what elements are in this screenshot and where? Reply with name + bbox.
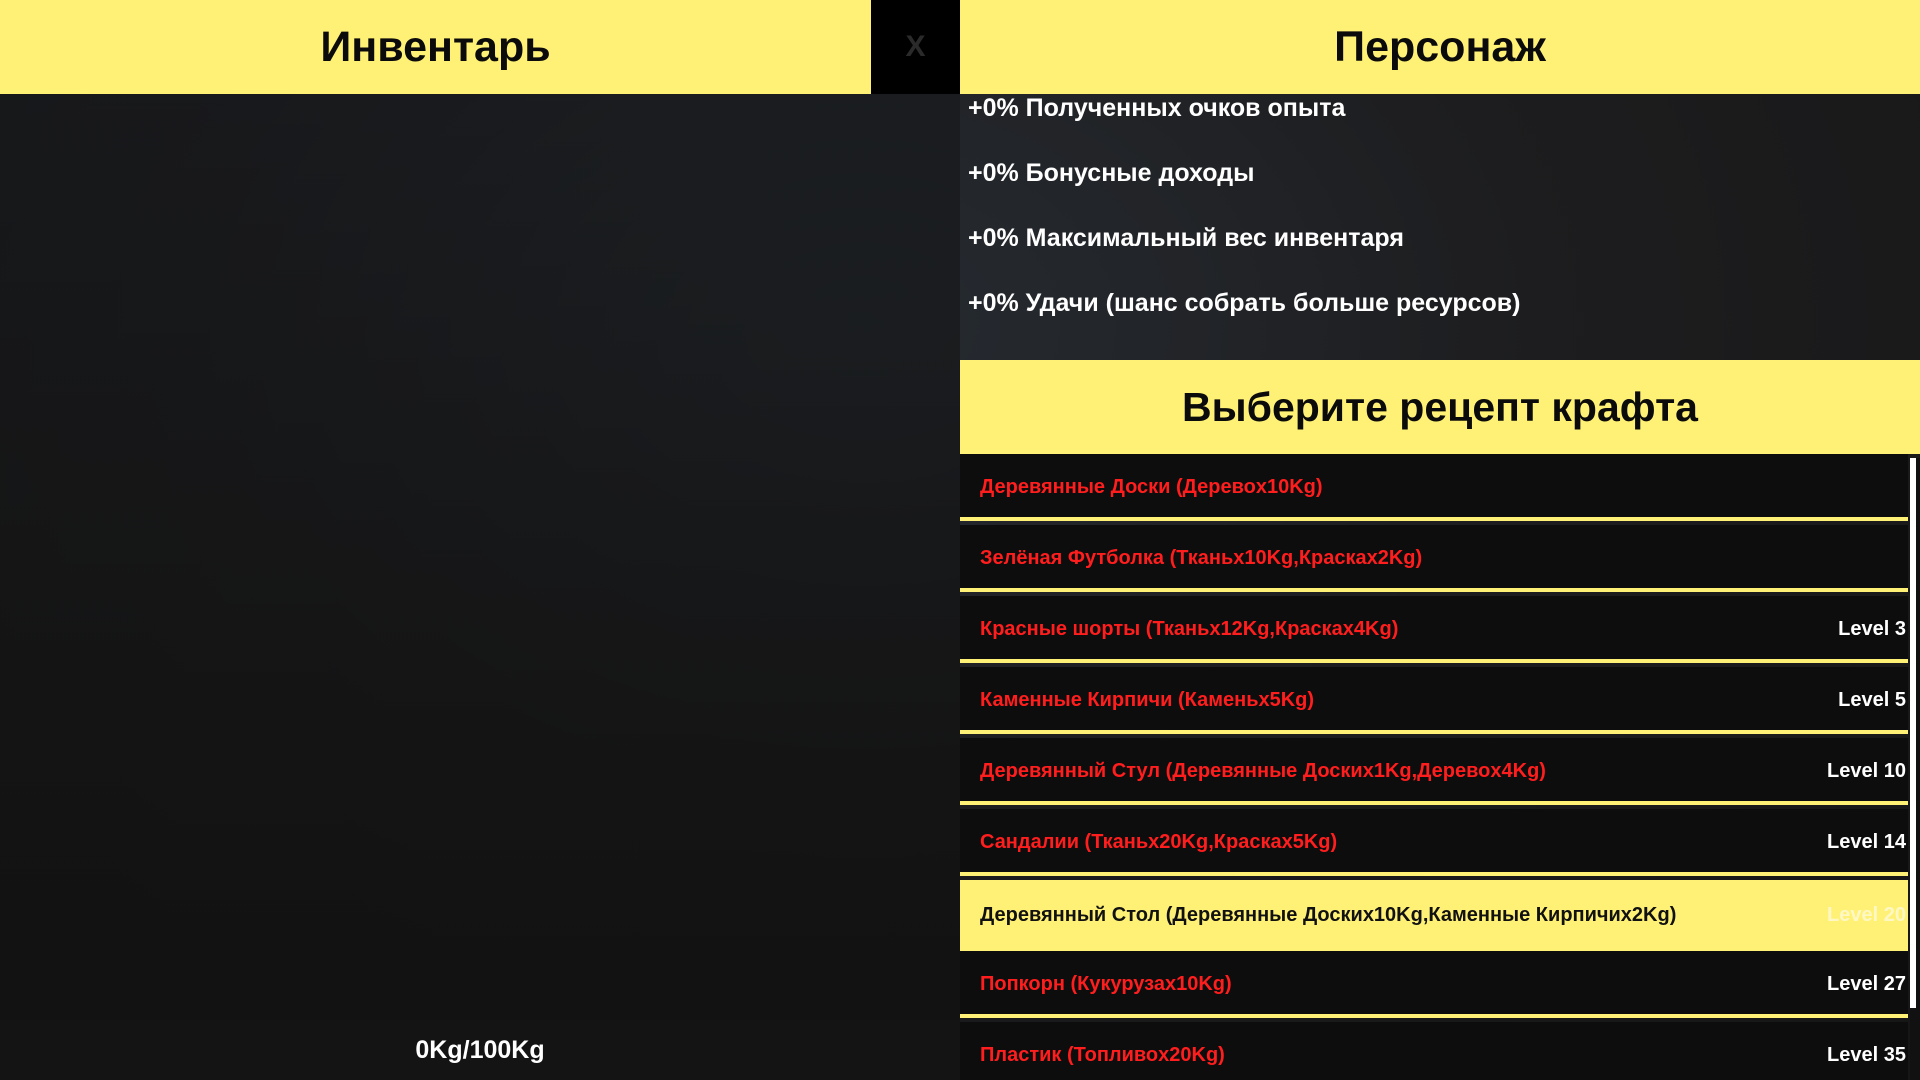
recipe-level: Level 14	[1827, 831, 1906, 853]
recipe-level: Level 27	[1827, 973, 1906, 995]
close-button[interactable]: X	[871, 0, 960, 94]
recipe-item[interactable]	[960, 880, 1908, 951]
stat-luck: +0% Удачи (шанс собрать больше ресурсов)	[968, 289, 1521, 317]
recipe-level: Level 35	[1827, 1044, 1906, 1066]
stat-income: +0% Бонусные доходы	[968, 159, 1255, 187]
recipe-name: Попкорн (Кукурузаx10Kg)	[980, 973, 1232, 995]
recipe-level: Level 10	[1827, 760, 1906, 782]
recipe-name: Деревянный Стол (Деревянные Доскиx10Kg,Каменные Кирпичиx2Kg)	[980, 904, 1677, 926]
recipe-name: Зелёная Футболка (Тканьx10Kg,Краскаx2Kg)	[980, 547, 1423, 569]
recipe-level: Level 3	[1838, 618, 1906, 640]
recipe-name: Каменные Кирпичи (Каменьx5Kg)	[980, 689, 1315, 711]
recipe-level: Level 20	[1827, 904, 1906, 926]
recipe-item[interactable]	[960, 951, 1908, 1018]
recipe-item[interactable]	[960, 525, 1908, 592]
craft-title: Выберите рецепт крафта	[960, 360, 1920, 454]
stat-experience: +0% Полученных очков опыта	[968, 94, 1346, 122]
recipe-item[interactable]	[960, 454, 1908, 521]
inventory-weight: 0Kg/100Kg	[0, 1020, 960, 1080]
character-title: Персонаж	[960, 0, 1920, 94]
character-stats	[960, 94, 1920, 360]
inventory-title: Инвентарь	[0, 0, 871, 94]
recipe-item[interactable]	[960, 809, 1908, 876]
recipe-name: Сандалии (Тканьx20Kg,Краскаx5Kg)	[980, 831, 1338, 853]
recipe-item[interactable]	[960, 667, 1908, 734]
recipe-item[interactable]	[960, 738, 1908, 805]
recipe-name: Красные шорты (Тканьx12Kg,Краскаx4Kg)	[980, 618, 1399, 640]
recipe-level: Level 5	[1838, 689, 1906, 711]
recipe-item[interactable]	[960, 1022, 1908, 1080]
inventory-panel	[0, 94, 960, 1080]
recipe-item[interactable]	[960, 596, 1908, 663]
recipe-name: Деревянный Стул (Деревянные Доскиx1Kg,Деревоx4Kg)	[980, 760, 1546, 782]
recipe-scrollbar-thumb[interactable]	[1910, 458, 1916, 1008]
recipe-list	[960, 454, 1908, 1080]
recipe-name: Деревянные Доски (Деревоx10Kg)	[980, 476, 1323, 498]
stat-max-weight: +0% Максимальный вес инвентаря	[968, 224, 1404, 252]
recipe-name: Пластик (Топливоx20Kg)	[980, 1044, 1225, 1066]
